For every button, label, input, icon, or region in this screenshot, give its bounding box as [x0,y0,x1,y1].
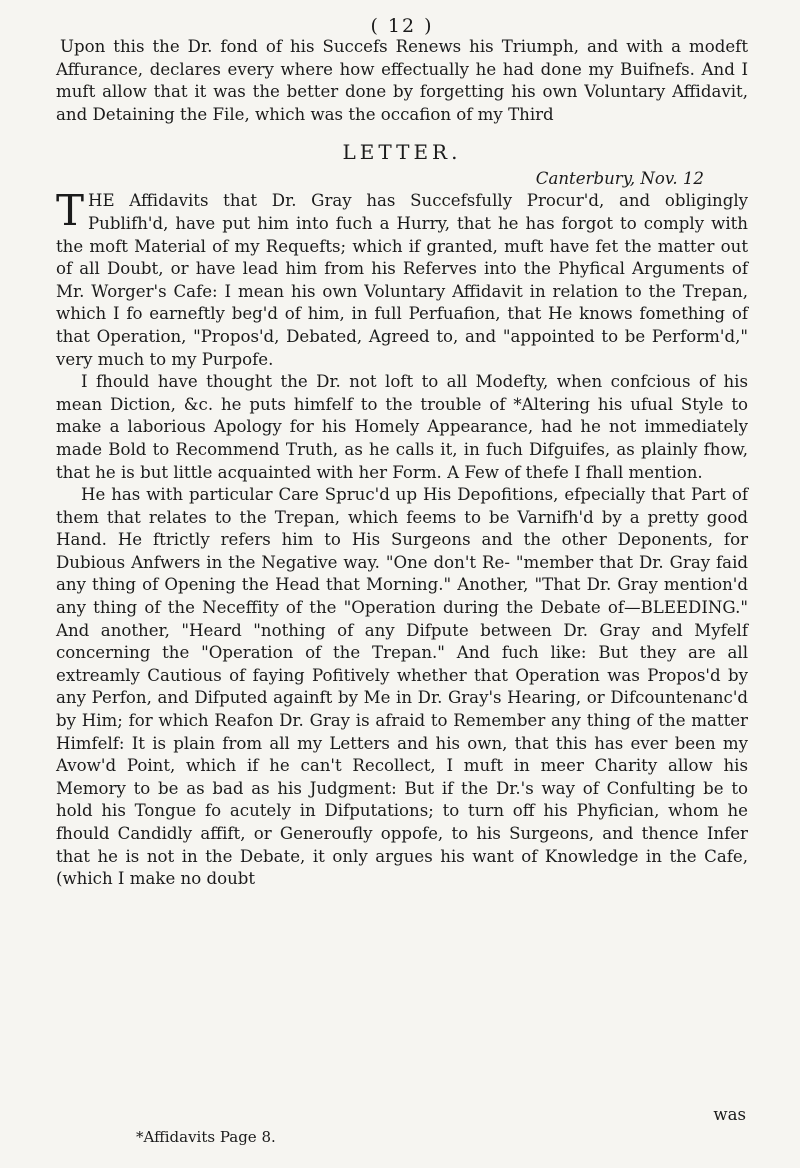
letter-paragraph-3: He has with particular Care Spruc'd up His Depofitions, efpecially that Part of them that relates to the Trepan, which feems to be Varnifh'd by a pretty good Hand. He ftrictly refers him to His Surgeons and the other Deponents, for Dubious Anfwers in the Negative way. "One don't Re- "member that Dr. Gray faid any thing of Opening the Head that Morning." Another, "That Dr. Gray mention'd any thing of the Neceffity of the "Operation during the Debate of—BLEEDING." And another, "Heard "nothing of any Difpute between Dr. Gray and Myfelf concerning the "Operation of the Trepan." And fuch like: But they are all extreamly Cautious of faying Pofitively whether that Operation was Propos'd by any Perfon, and Difputed againft by Me in Dr. Gray's Hearing, or Difcountenanc'd by Him; for which Reafon Dr. Gray is afraid to Remember any thing of the matter Himfelf: It is plain from all my Letters and his own, that this has ever been my Avow'd Point, which if he can't Recollect, I muft in meer Charity allow his Memory to be as bad as his Judgment: But if the Dr.'s way of Confulting be to hold his Tongue fo acutely in Difputations; to turn off his Phyfician, whom he fhould Candidly affift, or Generoufly oppofe, to his Surgeons, and thence Infer that he is not in the Debate, it only argues his want of Knowledge in the Cafe, (which I make no doubt [56,485,748,889]
catchword: was [713,1105,746,1124]
letter-paragraph-2: I fhould have thought the Dr. not loft to all Modefty, when confcious of his mean Diction, &c. he puts himfelf to the trouble of *Altering his ufual Style to make a laborious Apology for his Homely Appearance, had he not immediately made Bold to Recommend Truth, as he calls it, in fuch Difguifes, as plainly fhow, that he is but little acquainted with her Form. A Few of thefe I fhall mention. [56,372,748,482]
footnote: *Affidavits Page 8. [136,1128,276,1146]
drop-cap: T [56,186,85,236]
letter-paragraph-1-text: HE Affidavits that Dr. Gray has Succefsfully Procur'd, and obligingly Publifh'd, have put him into fuch a Hurry, that he has forgot to comply with the moft Material of my Requefts; which if granted, muft have fet the matter out of all Doubt, or have lead him from his Referves into the Phyfical Arguments of Mr. Worger's Cafe: I mean his own Voluntary Affidavit in relation to the Trepan, which I fo earneftly beg'd of him, in full Perfuafion, that He knows fomething of that Operation, "Propos'd, Debated, Agreed to, and "appointed to be Perform'd," very much to my Purpofe. [56,191,748,369]
letter-heading: LETTER. [342,140,462,165]
letter-paragraph-1 [56,186,748,371]
opening-paragraph: Upon this the Dr. fond of his Succefs Renews his Triumph, and with a modeft Affurance, declares every where how effectually he had done my Buifnefs. And I muft allow that it was the better done by forgetting his own Voluntary Affidavit, and Detaining the File, which was the occafion of my Third [56,37,748,124]
letter-dateline: Canterbury, Nov. 12 [535,169,704,189]
page-number: ( 12 ) [370,15,434,37]
